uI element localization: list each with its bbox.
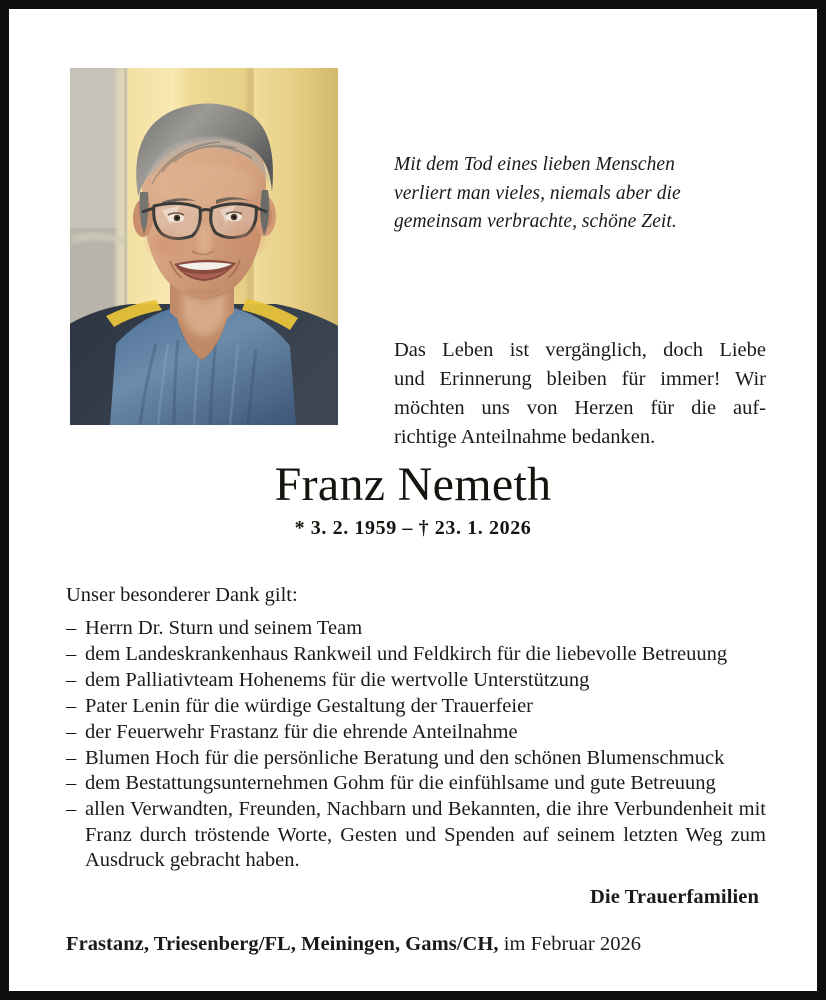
list-bullet: – <box>66 694 77 717</box>
list-item-text: allen Verwandten, Freunden, Nachbarn und Bekannten, die ihre Verbundenheit mit Franz durch tröstende Worte, Gesten und Spenden auf seinem letzten Weg zum Ausdruck gebracht haben. <box>85 798 766 872</box>
quote-line: gemeinsam verbrachte, schöne Zeit. <box>394 211 677 232</box>
thanks-intro-text <box>394 336 766 452</box>
list-bullet: – <box>66 798 77 821</box>
list-item <box>66 746 766 771</box>
list-item-text: der Feuerwehr Frastanz für die ehrende Anteilnahme <box>85 720 518 743</box>
thanks-intro-line: Das Leben ist vergänglich, doch Liebe <box>394 339 766 361</box>
list-item <box>66 771 766 796</box>
list-item-text: Blumen Hoch für die persönliche Beratung und den schönen Blumenschmuck <box>85 746 725 769</box>
top-area <box>9 9 817 448</box>
portrait-photo <box>70 68 338 425</box>
list-item-text: dem Landeskrankenhaus Rankweil und Feldkirch für die liebevolle Betreuung <box>85 642 728 665</box>
list-item <box>66 797 766 873</box>
deceased-name: Franz Nemeth <box>274 458 552 511</box>
list-item <box>66 616 766 641</box>
thanks-intro-line: und Erinnerung bleiben für immer! Wir <box>394 368 766 390</box>
list-item <box>66 668 766 693</box>
list-bullet: – <box>66 617 77 639</box>
deceased-dates: * 3. 2. 1959 – † 23. 1. 2026 <box>294 517 532 539</box>
thanks-block <box>66 582 766 874</box>
list-item-text: dem Bestattungsunternehmen Gohm für die einfühlsame und gute Betreuung <box>85 772 716 795</box>
list-bullet: – <box>66 642 77 665</box>
quote-line: Mit dem Tod eines lieben Menschen <box>394 154 675 175</box>
list-bullet: – <box>66 746 77 769</box>
portrait-photo-image <box>70 68 338 425</box>
name-block <box>9 457 817 540</box>
notice-date: im Februar 2026 <box>498 933 642 955</box>
place-date-line <box>66 933 641 956</box>
list-item-text: Herrn Dr. Sturn und seinem Team <box>85 617 363 639</box>
list-bullet: – <box>66 720 77 743</box>
thanks-intro-line: richtige Anteilnahme bedanken. <box>394 426 656 448</box>
notice-page <box>9 9 817 991</box>
list-item <box>66 642 766 667</box>
list-item <box>66 694 766 719</box>
signature-line: Die Trauerfamilien <box>590 886 759 908</box>
thanks-list <box>66 616 766 874</box>
quote-column <box>394 9 769 448</box>
place-names: Frastanz, Triesenberg/FL, Meiningen, Gams/CH, <box>66 933 499 955</box>
quote-line: verliert man vieles, niemals aber die <box>394 182 681 204</box>
memorial-quote <box>394 151 714 237</box>
list-item-text: Pater Lenin für die würdige Gestaltung der Trauerfeier <box>85 694 534 717</box>
thanks-intro-line: möchten uns von Herzen für die auf- <box>394 397 766 419</box>
list-item-text: dem Palliativteam Hohenems für die wertvolle Unterstützung <box>85 668 590 691</box>
list-bullet: – <box>66 772 77 795</box>
thanks-heading: Unser besonderer Dank gilt: <box>66 584 298 606</box>
list-bullet: – <box>66 668 77 691</box>
list-item <box>66 720 766 745</box>
